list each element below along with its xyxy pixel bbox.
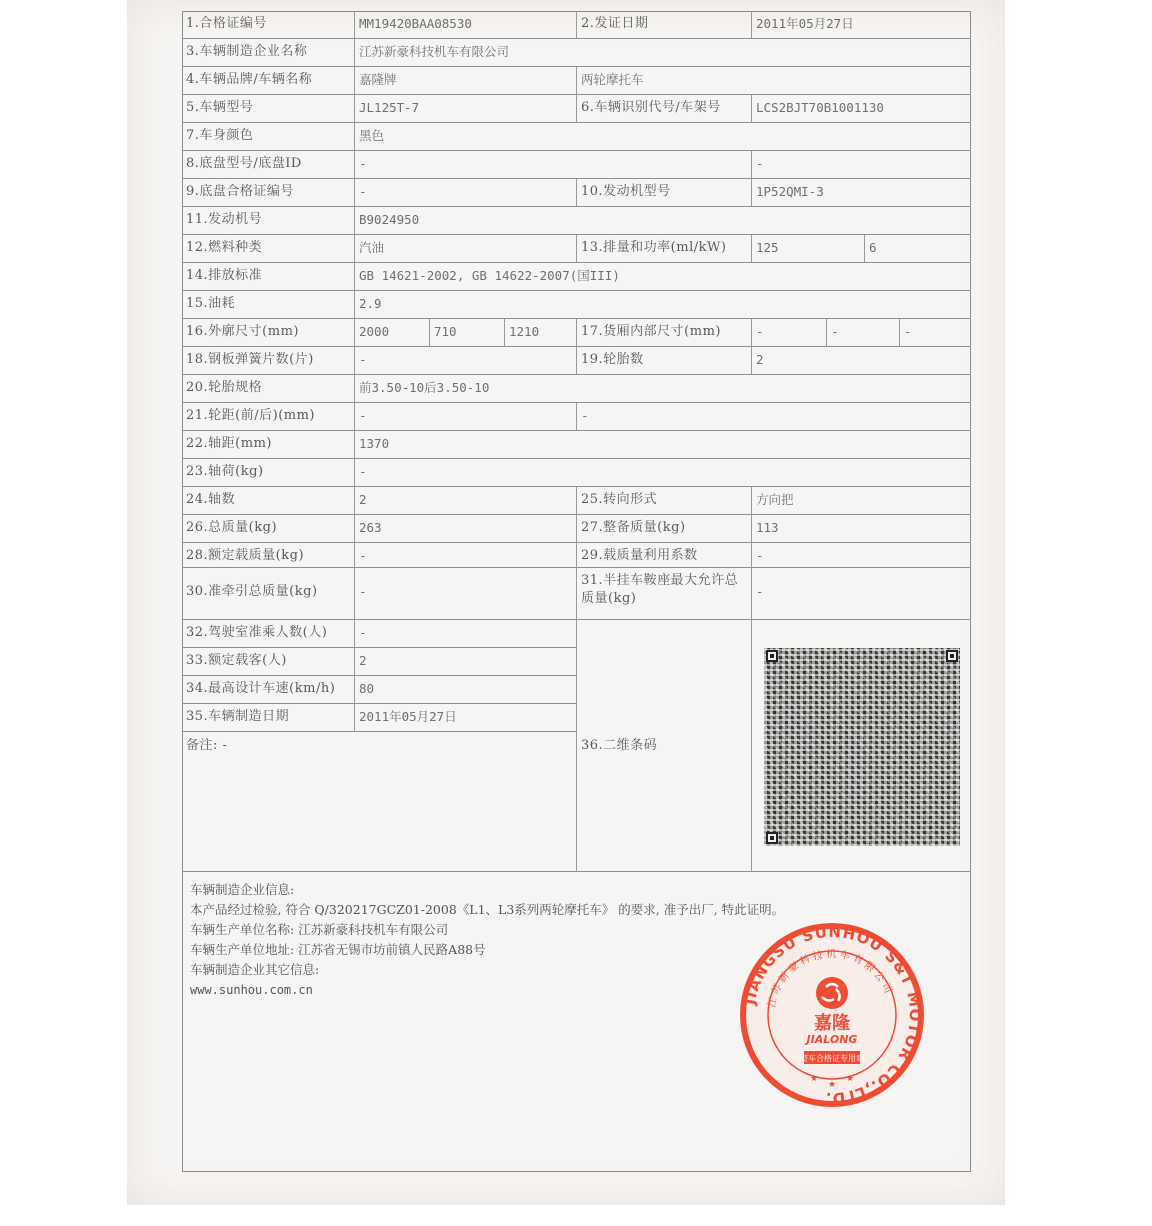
label-tire-spec: 20.轮胎规格 [182, 375, 355, 403]
label-cab-seats: 32.驾驶室准乘人数(人) [182, 620, 355, 648]
value-certificate-number: MM19420BAA08530 [355, 11, 577, 39]
value-fuel-type: 汽油 [355, 235, 577, 263]
label-cargo-dimensions: 17.货厢内部尺寸(mm) [577, 319, 752, 347]
label-manufacture-date: 35.车辆制造日期 [182, 704, 355, 732]
value-leaf-springs: - [355, 347, 577, 375]
seal-star-icon: ★ [810, 1074, 819, 1084]
label-brand-name: 4.车辆品牌/车辆名称 [182, 67, 355, 95]
value-max-speed: 80 [355, 676, 577, 704]
label-overall-dimensions: 16.外廓尺寸(mm) [182, 319, 355, 347]
value-fuel-consumption: 2.9 [355, 291, 971, 319]
value-track-front: - [355, 403, 577, 431]
seal-star-icon: ★ [828, 1080, 837, 1090]
value-length: 2000 [355, 319, 430, 347]
label-track-width: 21.轮距(前/后)(mm) [182, 403, 355, 431]
inspection-statement: 本产品经过检验, 符合 Q/320217GCZ01-2008《L1、L3系列两轮摩托车》 的要求, 准予出厂, 特此证明。 [190, 902, 785, 917]
value-semitrailer-mass: - [752, 568, 971, 620]
value-chassis-id: - [752, 151, 971, 179]
value-vehicle-name: 两轮摩托车 [577, 67, 971, 95]
value-axle-load: - [355, 459, 971, 487]
value-load-utilization: - [752, 543, 971, 568]
label-body-color: 7.车身颜色 [182, 123, 355, 151]
value-height: 1210 [505, 319, 577, 347]
barcode-finder-icon [766, 832, 778, 844]
value-cargo-width: - [827, 319, 900, 347]
manufacturer-info-heading: 车辆制造企业信息: [190, 882, 295, 897]
seal-star-icon: ★ [846, 1074, 855, 1084]
label-load-utilization: 29.载质量利用系数 [577, 543, 752, 568]
value-engine-number: B9024950 [355, 207, 971, 235]
label-certificate-number: 1.合格证编号 [182, 11, 355, 39]
label-wheelbase: 22.轴距(mm) [182, 431, 355, 459]
label-chassis-cert: 9.底盘合格证编号 [182, 179, 355, 207]
label-fuel-consumption: 15.油耗 [182, 291, 355, 319]
value-track-rear: - [577, 403, 971, 431]
label-fuel-type: 12.燃料种类 [182, 235, 355, 263]
manufacturer-info [190, 880, 784, 1000]
other-info-heading: 车辆制造企业其它信息: [190, 962, 320, 977]
producer-name: 车辆生产单位名称: 江苏新豪科技机车有限公司 [190, 922, 449, 937]
2d-barcode-image [764, 648, 960, 846]
value-axle-count: 2 [355, 487, 577, 515]
barcode-finder-icon [766, 650, 778, 662]
value-cab-seats: - [355, 620, 577, 648]
label-axle-count: 24.轴数 [182, 487, 355, 515]
label-2d-barcode: 36.二维条码 [577, 620, 752, 872]
label-rated-load: 28.额定载质量(kg) [182, 543, 355, 568]
value-body-color: 黑色 [355, 123, 971, 151]
value-wheelbase: 1370 [355, 431, 971, 459]
value-manufacture-date: 2011年05月27日 [355, 704, 577, 732]
seal-inner-text: 江苏新豪科技机车有限公司 [766, 948, 895, 1009]
value-chassis-model: - [355, 151, 752, 179]
value-power: 6 [865, 235, 971, 263]
barcode-finder-icon [946, 650, 958, 662]
label-max-speed: 34.最高设计车速(km/h) [182, 676, 355, 704]
label-chassis-model: 8.底盘型号/底盘ID [182, 151, 355, 179]
value-tire-spec: 前3.50-10后3.50-10 [355, 375, 971, 403]
value-vin: LCS2BJT70B1001130 [752, 95, 971, 123]
value-gross-mass: 263 [355, 515, 577, 543]
label-passengers: 33.额定载客(人) [182, 648, 355, 676]
value-rated-load: - [355, 543, 577, 568]
label-displacement-power: 13.排量和功率(ml/kW) [577, 235, 752, 263]
label-engine-number: 11.发动机号 [182, 207, 355, 235]
seal-logo-icon [816, 977, 848, 1009]
value-chassis-cert: - [355, 179, 577, 207]
label-leaf-springs: 18.钢板弹簧片数(片) [182, 347, 355, 375]
value-cargo-height: - [900, 319, 971, 347]
value-curb-mass: 113 [752, 515, 971, 543]
label-semitrailer-mass: 31.半挂车鞍座最大允许总质量(kg) [577, 568, 752, 620]
value-cargo-length: - [752, 319, 827, 347]
label-model: 5.车辆型号 [182, 95, 355, 123]
value-model: JL125T-7 [355, 95, 577, 123]
label-emission-standard: 14.排放标准 [182, 263, 355, 291]
label-vin: 6.车辆识别代号/车架号 [577, 95, 752, 123]
label-gross-mass: 26.总质量(kg) [182, 515, 355, 543]
value-passengers: 2 [355, 648, 577, 676]
website-link[interactable]: www.sunhou.com.cn [190, 983, 313, 997]
label-curb-mass: 27.整备质量(kg) [577, 515, 752, 543]
label-engine-model: 10.发动机型号 [577, 179, 752, 207]
value-manufacturer: 江苏新豪科技机车有限公司 [355, 39, 971, 67]
seal-brand-en: JIALONG [806, 1033, 858, 1046]
value-tire-count: 2 [752, 347, 971, 375]
seal-outer-text: JIANGSU SUNHOU S&T MOTOR CO.,LTD. [740, 922, 925, 1108]
value-displacement: 125 [752, 235, 865, 263]
remarks: 备注: - [182, 732, 577, 872]
value-steering: 方向把 [752, 487, 971, 515]
label-axle-load: 23.轴荷(kg) [182, 459, 355, 487]
value-engine-model: 1P52QMI-3 [752, 179, 971, 207]
value-emission-standard: GB 14621-2002, GB 14622-2007(国III) [355, 263, 971, 291]
value-issue-date: 2011年05月27日 [752, 11, 971, 39]
label-steering: 25.转向形式 [577, 487, 752, 515]
company-seal-stamp [722, 905, 942, 1125]
label-issue-date: 2.发证日期 [577, 11, 752, 39]
seal-brand-cn: 嘉隆 [814, 1013, 850, 1034]
seal-bottom-text: 整车合格证专用章 [800, 1054, 864, 1063]
label-manufacturer: 3.车辆制造企业名称 [182, 39, 355, 67]
value-brand: 嘉隆牌 [355, 67, 577, 95]
label-towing-mass: 30.准牵引总质量(kg) [182, 568, 355, 620]
label-tire-count: 19.轮胎数 [577, 347, 752, 375]
value-towing-mass: - [355, 568, 577, 620]
value-width: 710 [430, 319, 505, 347]
producer-address: 车辆生产单位地址: 江苏省无锡市坊前镇人民路A88号 [190, 942, 486, 957]
